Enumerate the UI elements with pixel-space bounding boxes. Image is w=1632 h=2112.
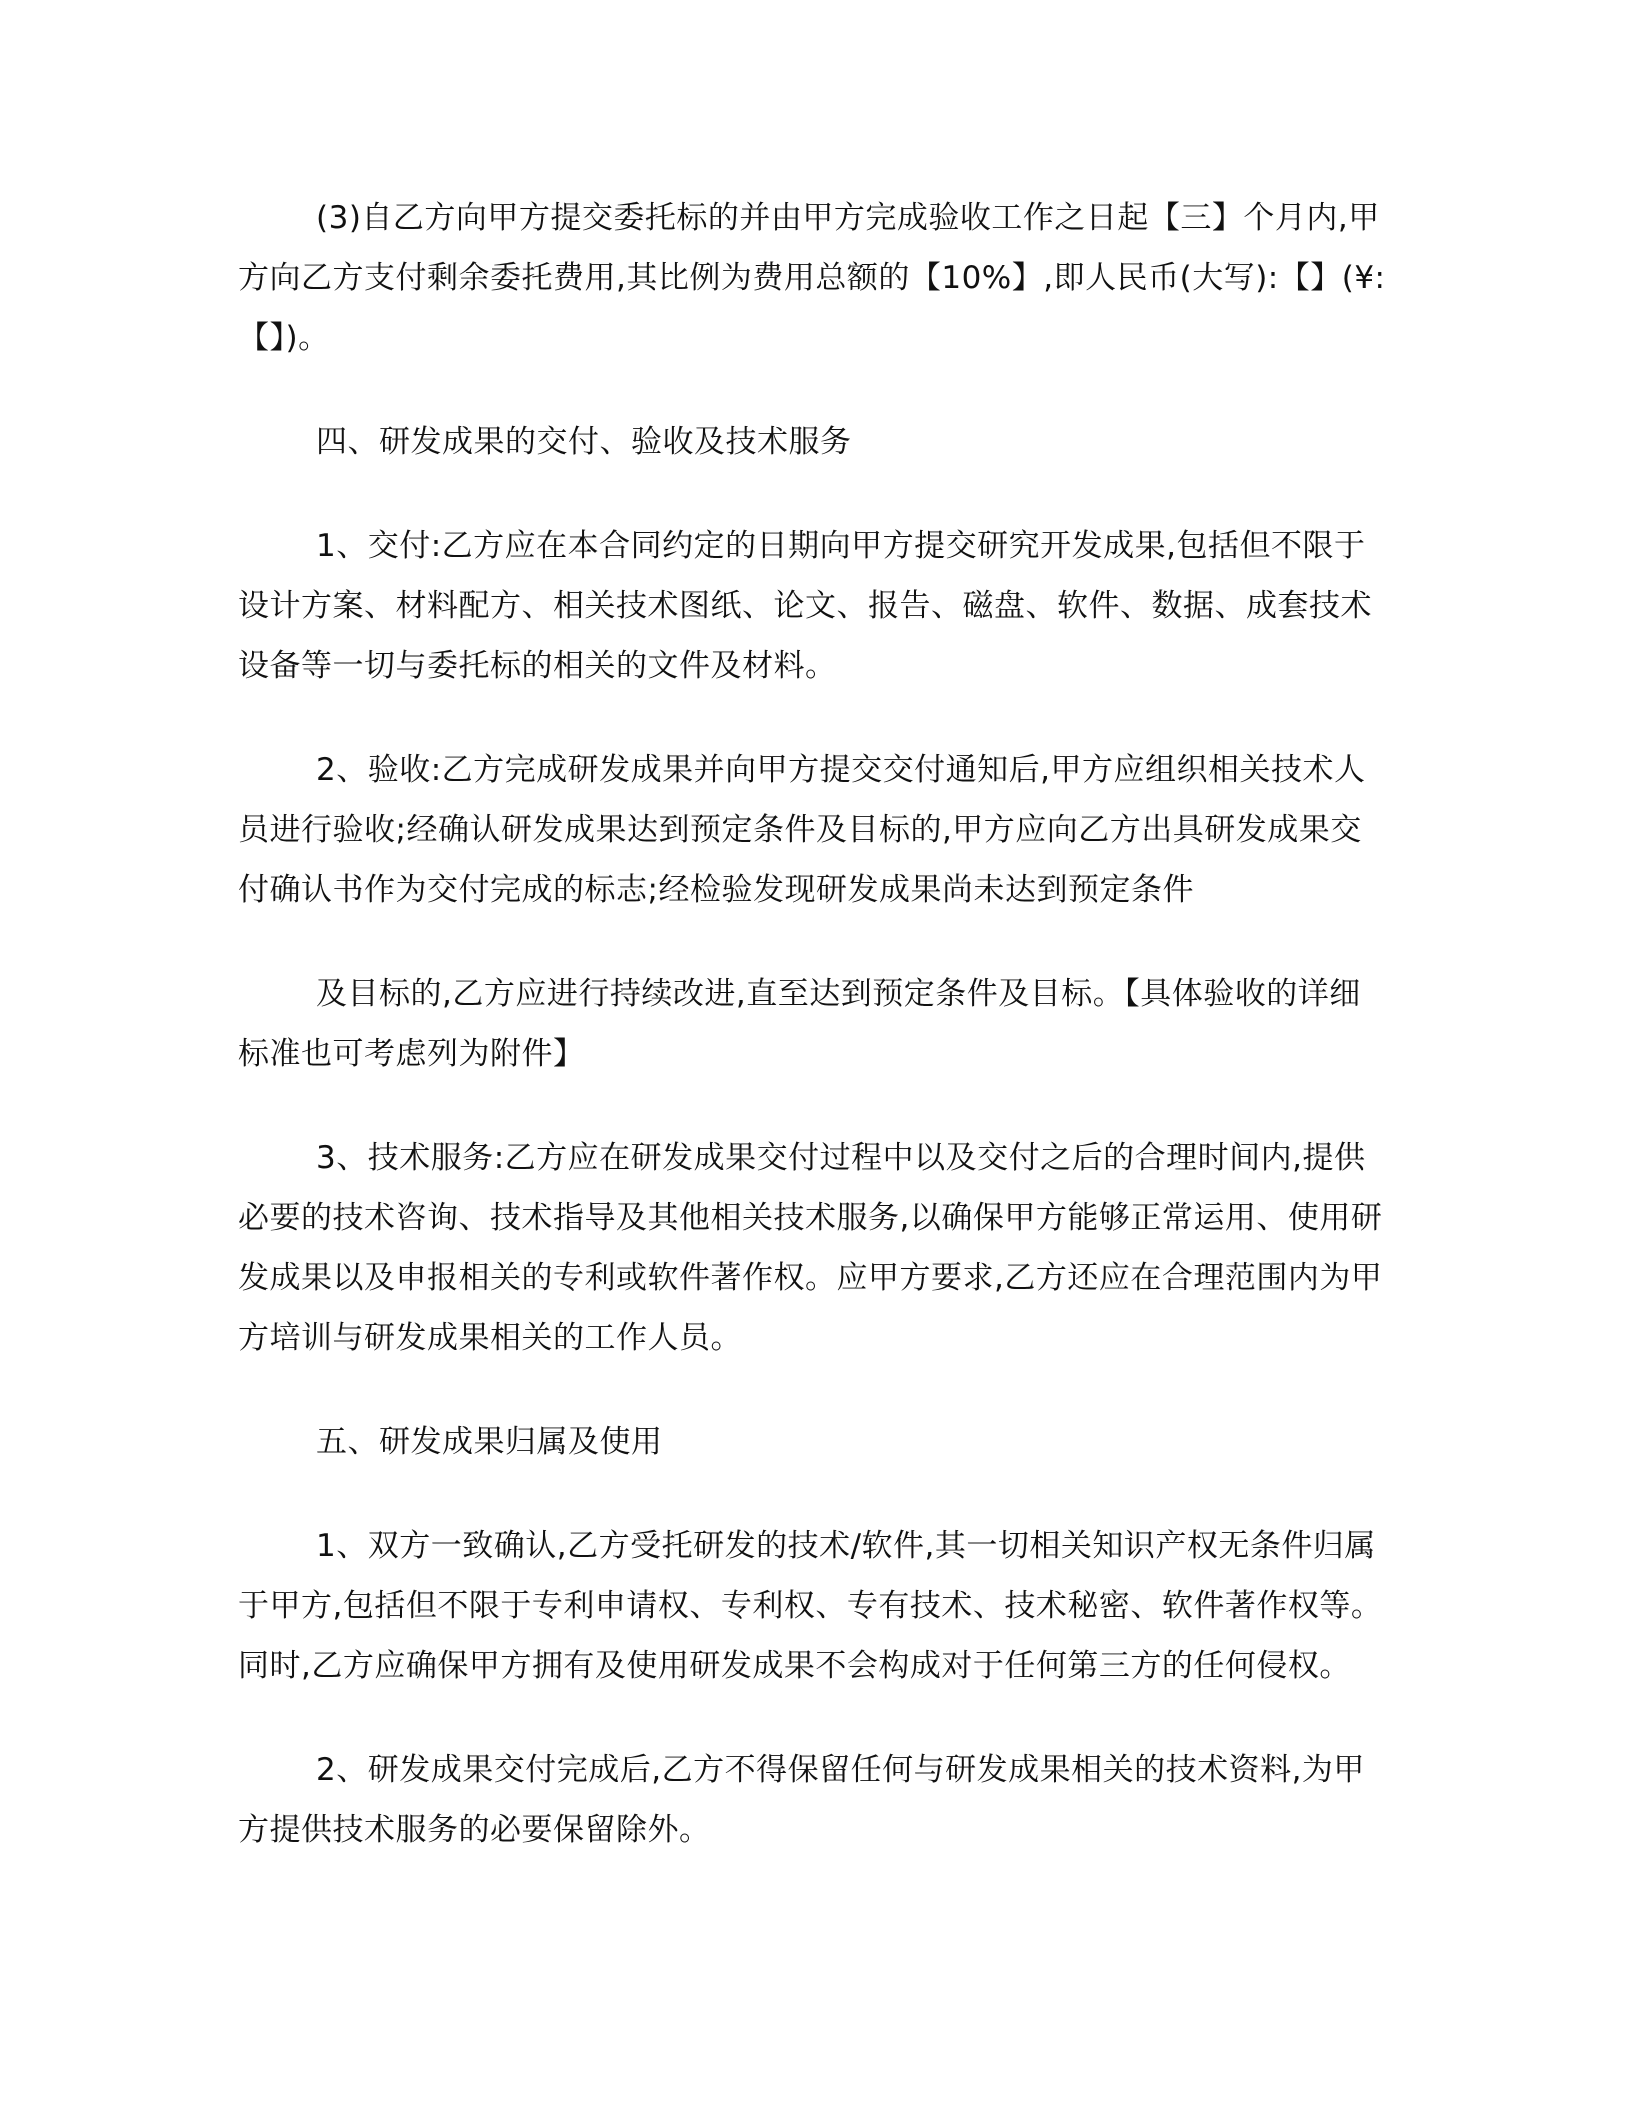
spacer bbox=[238, 368, 1388, 412]
section-heading-4: 四、研发成果的交付、验收及技术服务 bbox=[316, 424, 852, 460]
spacer bbox=[238, 696, 1388, 740]
section-heading-5: 五、研发成果归属及使用 bbox=[316, 1424, 663, 1460]
spacer bbox=[238, 1084, 1388, 1128]
spacer bbox=[238, 920, 1388, 964]
ownership-clause-1: 1、双方一致确认,乙方受托研发的技术/软件,其一切相关知识产权无条件归属于甲方,包括但不限于专利申请权、专利权、专有技术、技术秘密、软件著作权等。同时,乙方应确保甲方拥有及使用研发成果不会构成对于任何第三方的任何侵权。 bbox=[238, 1528, 1383, 1684]
spacer bbox=[238, 1472, 1388, 1516]
spacer bbox=[238, 472, 1388, 516]
acceptance-clause-part1: 2、验收:乙方完成研发成果并向甲方提交交付通知后,甲方应组织相关技术人员进行验收;经确认研发成果达到预定条件及目标的,甲方应向乙方出具研发成果交付确认书作为交付完成的标志;经检验发现研发成果尚未达到预定条件 bbox=[238, 752, 1366, 908]
acceptance-clause-part2: 及目标的,乙方应进行持续改进,直至达到预定条件及目标。【具体验收的详细标准也可考虑列为附件】 bbox=[238, 976, 1361, 1072]
technical-service-clause: 3、技术服务:乙方应在研发成果交付过程中以及交付之后的合理时间内,提供必要的技术咨询、技术指导及其他相关技术服务,以确保甲方能够正常运用、使用研发成果以及申报相关的专利或软件著作权。应甲方要求,乙方还应在合理范围内为甲方培训与研发成果相关的工作人员。 bbox=[238, 1140, 1383, 1356]
spacer bbox=[238, 1696, 1388, 1740]
document-body bbox=[238, 188, 1388, 1860]
payment-clause-3: (3)自乙方向甲方提交委托标的并由甲方完成验收工作之日起【三】个月内,甲方向乙方支付剩余委托费用,其比例为费用总额的【10%】,即人民币(大写):【】(¥:【】)。 bbox=[238, 200, 1386, 356]
delivery-clause: 1、交付:乙方应在本合同约定的日期向甲方提交研究开发成果,包括但不限于设计方案、材料配方、相关技术图纸、论文、报告、磁盘、软件、数据、成套技术设备等一切与委托标的相关的文件及材料。 bbox=[238, 528, 1372, 684]
ownership-clause-2: 2、研发成果交付完成后,乙方不得保留任何与研发成果相关的技术资料,为甲方提供技术服务的必要保留除外。 bbox=[238, 1752, 1365, 1848]
spacer bbox=[238, 1368, 1388, 1412]
